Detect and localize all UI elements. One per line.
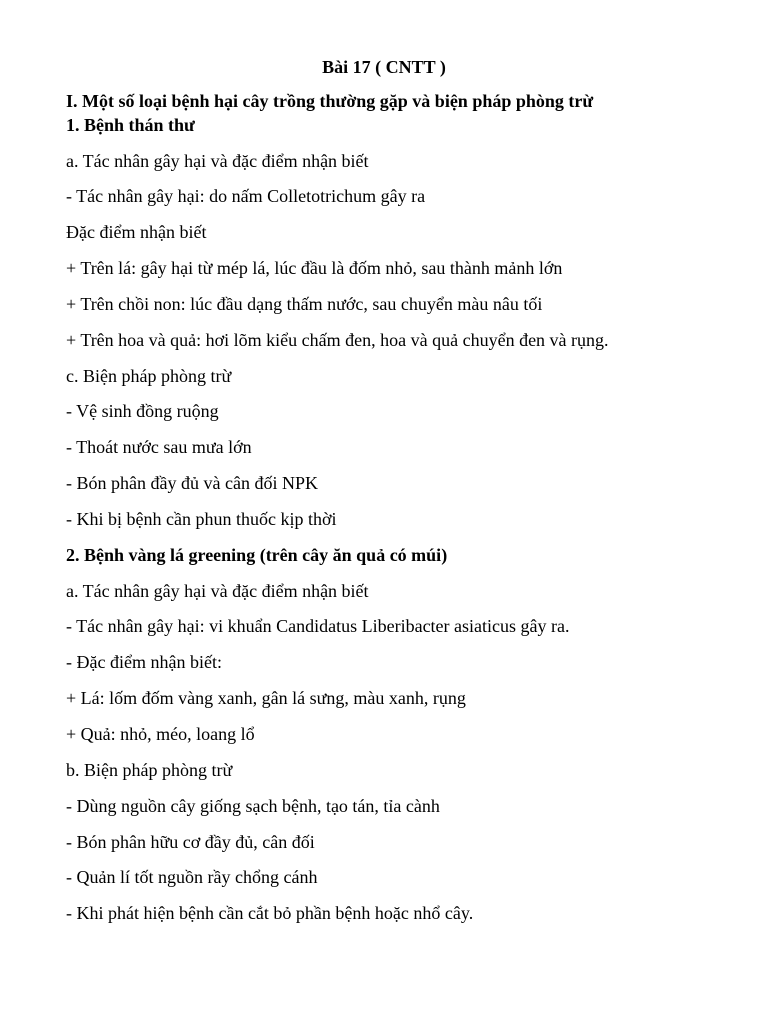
section-heading: I. Một số loại bệnh hại cây trồng thường gặp và biện pháp phòng trừ <box>66 91 594 111</box>
disease2-line-4: + Lá: lốm đốm vàng xanh, gân lá sưng, màu xanh, rụng <box>66 688 466 708</box>
disease2-line-8: - Bón phân hữu cơ đầy đủ, cân đối <box>66 832 315 852</box>
disease1-line-4: + Trên lá: gây hại từ mép lá, lúc đầu là đốm nhỏ, sau thành mảnh lớn <box>66 258 563 278</box>
disease1-line-2: - Tác nhân gây hại: do nấm Colletotrichum gây ra <box>66 186 426 206</box>
disease1-line-5: + Trên chồi non: lúc đầu dạng thấm nước, sau chuyển màu nâu tối <box>66 294 543 314</box>
disease1-line-1: a. Tác nhân gây hại và đặc điểm nhận biết <box>66 151 369 171</box>
document-title: Bài 17 ( CNTT ) <box>322 57 446 77</box>
disease2-line-7: - Dùng nguồn cây giống sạch bệnh, tạo tán, tỉa cành <box>66 796 440 816</box>
disease1-line-6: + Trên hoa và quả: hơi lõm kiểu chấm đen, hoa và quả chuyển đen và rụng. <box>66 330 609 350</box>
disease1-line-9: - Thoát nước sau mưa lớn <box>66 437 252 457</box>
disease1-line-8: - Vệ sinh đồng ruộng <box>66 401 219 421</box>
disease1-line-3: Đặc điểm nhận biết <box>66 222 207 242</box>
disease2-line-9: - Quản lí tốt nguồn rầy chổng cánh <box>66 867 318 887</box>
disease2-line-2: - Tác nhân gây hại: vi khuẩn Candidatus Liberibacter asiaticus gây ra. <box>66 616 570 636</box>
disease2-line-3: - Đặc điểm nhận biết: <box>66 652 222 672</box>
disease2-line-6: b. Biện pháp phòng trừ <box>66 760 233 780</box>
disease1-heading: 1. Bệnh thán thư <box>66 115 195 135</box>
disease2-line-5: + Quả: nhỏ, méo, loang lổ <box>66 724 255 744</box>
disease1-line-10: - Bón phân đầy đủ và cân đối NPK <box>66 473 318 493</box>
disease1-line-7: c. Biện pháp phòng trừ <box>66 366 232 386</box>
disease1-line-11: - Khi bị bệnh cần phun thuốc kịp thời <box>66 509 337 529</box>
disease2-line-1: a. Tác nhân gây hại và đặc điểm nhận biết <box>66 581 369 601</box>
disease2-line-10: - Khi phát hiện bệnh cần cắt bỏ phần bệnh hoặc nhổ cây. <box>66 903 474 923</box>
disease2-heading: 2. Bệnh vàng lá greening (trên cây ăn quả có múi) <box>66 545 448 565</box>
